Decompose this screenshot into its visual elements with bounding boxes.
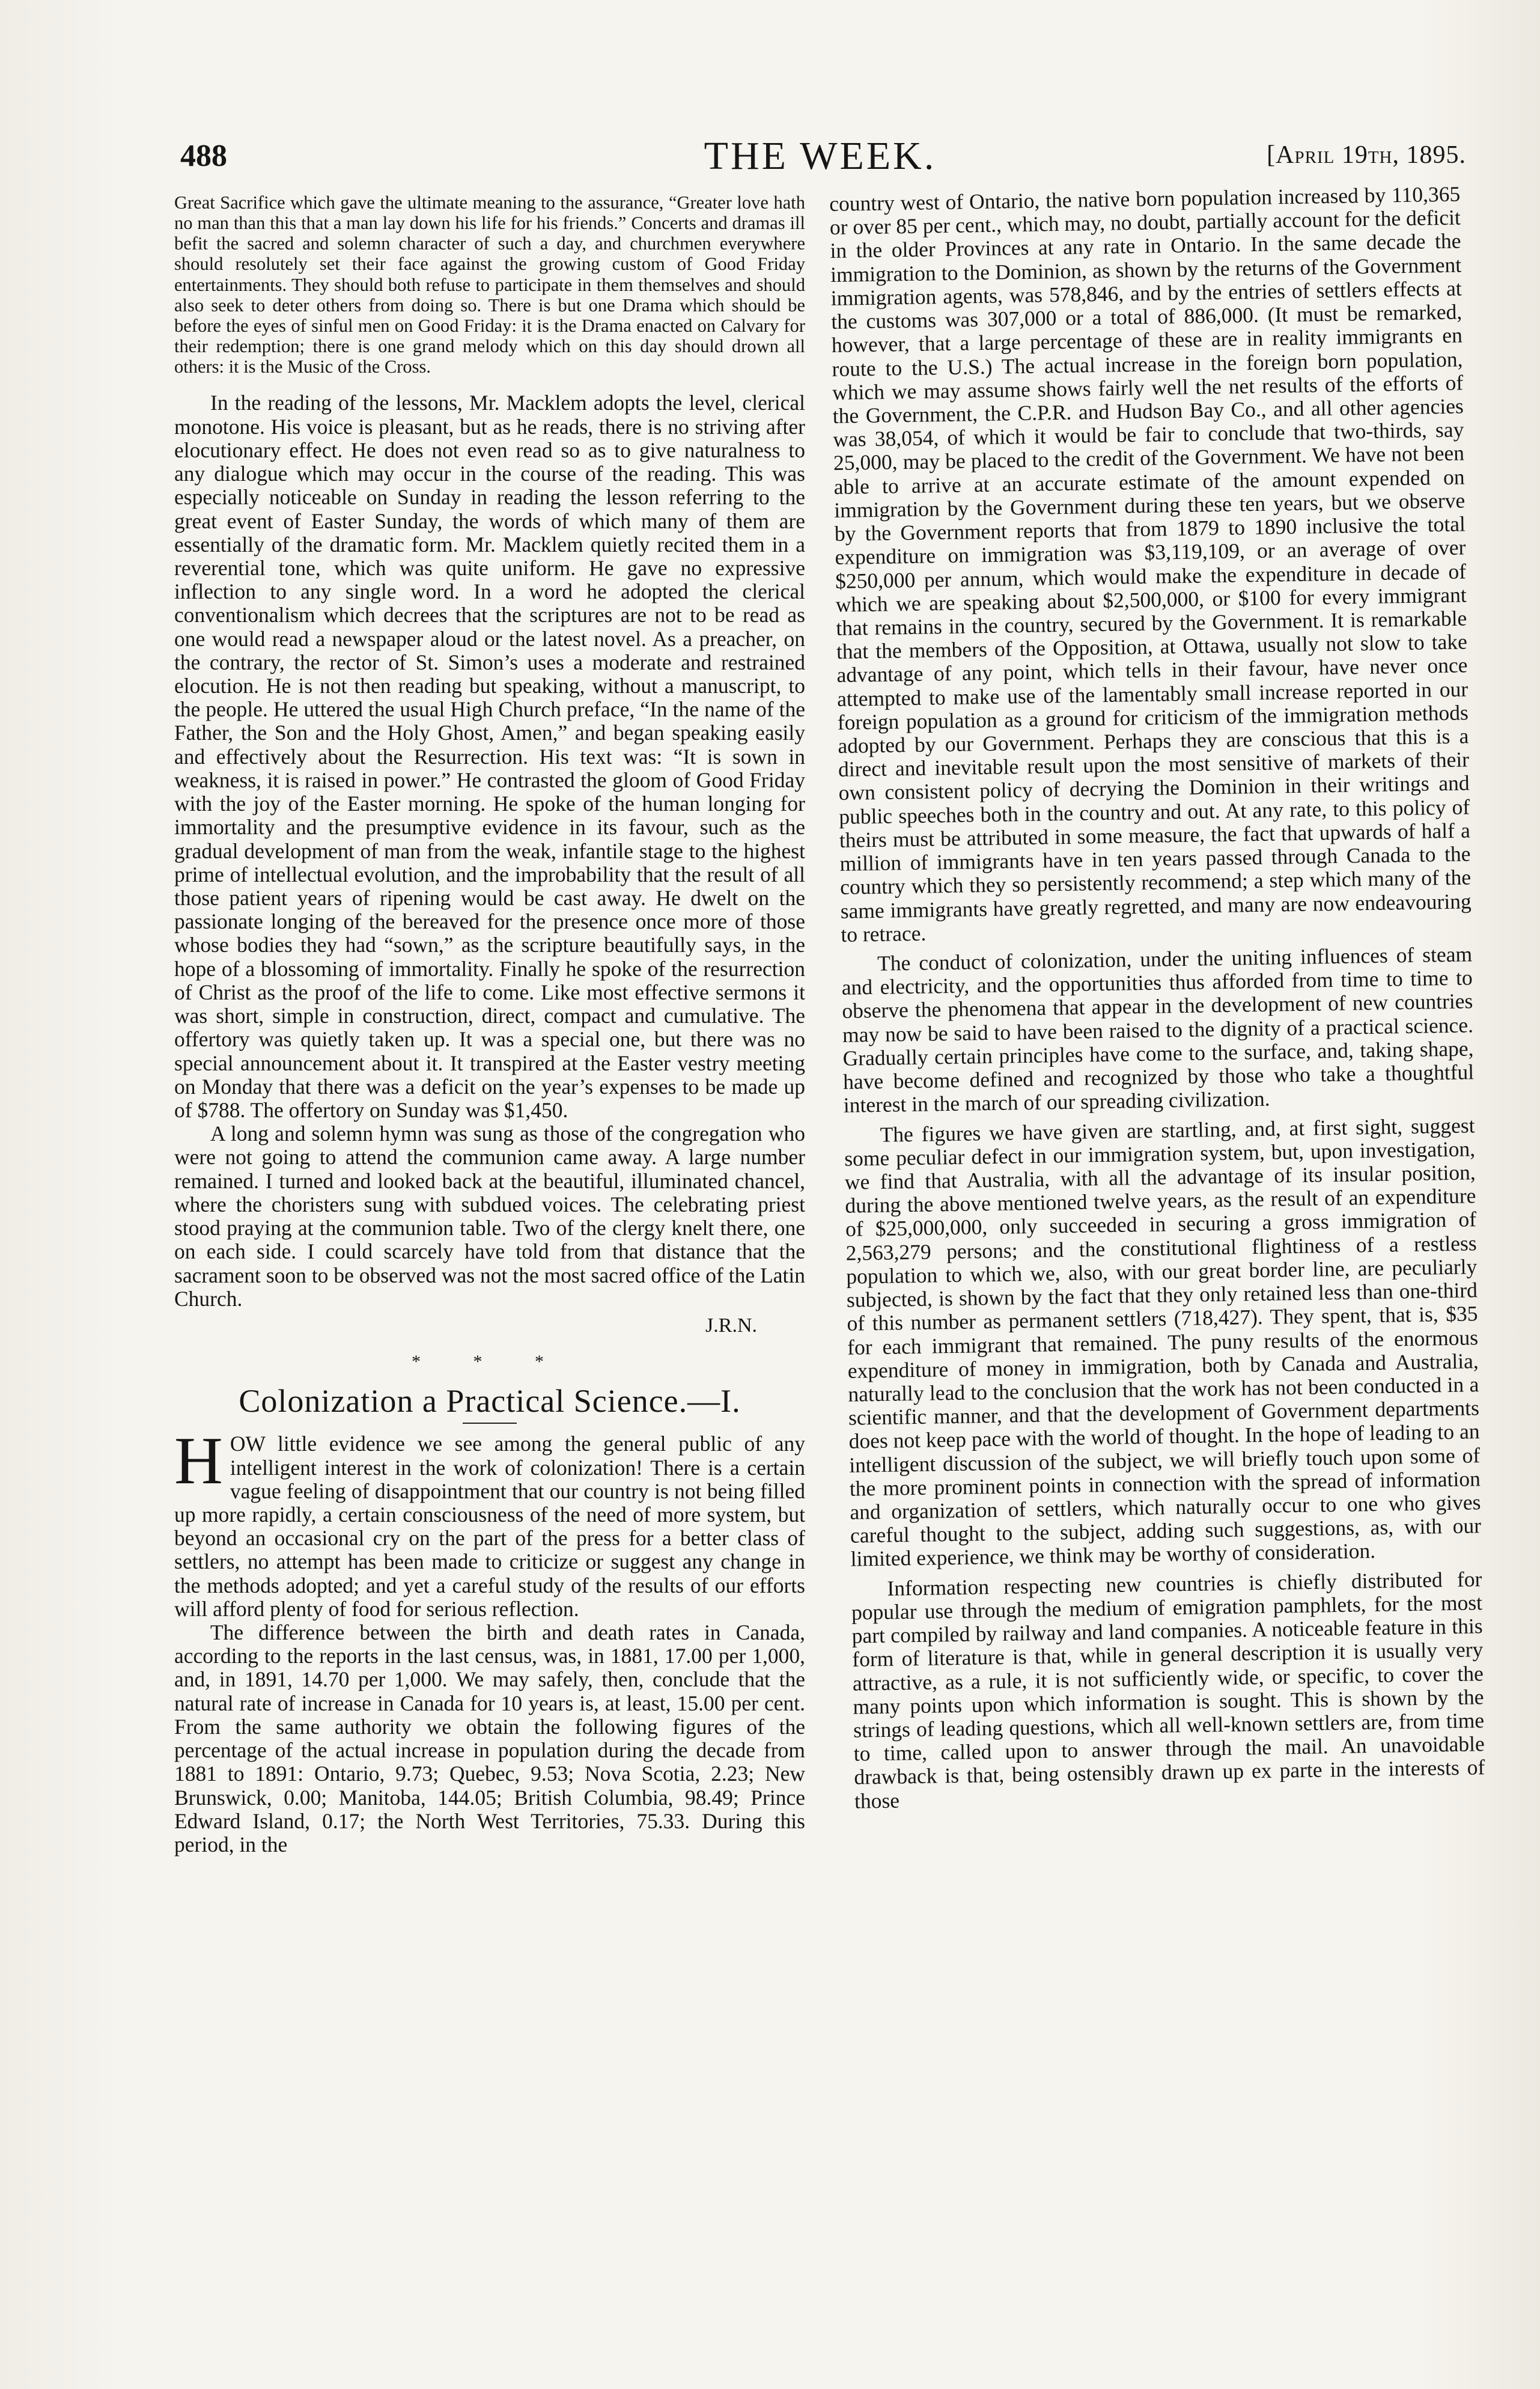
page-header — [174, 132, 1466, 186]
immigration-paragraph: country west of Ontario, the native born population increased by 110,365 or over 85 per cent., which may, no doubt, partially account for the deficit in the older Provinces at any rate in Ontario. In the same decade the immigration to the Dominion, as shown by the returns of the Government immigration agents, was 578,846, and by the entries of settlers effects at the customs was 307,000 or a total of 886,000. (It must be remarked, however, that a large percentage of these are in reality immigrants en route to the U.S.) The actual increase in the foreign born population, which we may assume shows fairly well the net results of the efforts of the Government, the C.P.R. and Hudson Bay Co., and all other agencies was 38,054, of which it would be fair to conclude that two-thirds, say 25,000, may be placed to the credit of the Government. We have not been able to arrive at an accurate estimate of the amount expended on immigration by the Government during these ten years, but we observe by the Government reports that from 1879 to 1890 inclusive the total expenditure on immigration was $3,119,109, or an average of over $250,000 per annum, which would make the expenditure in decade of which we are speaking about $2,500,000, or $100 for every immigrant that remains in the country, secured by the Government. It is remarkable that the members of the Opposition, at Ottawa, usually not slow to take advantage of any point, which tells in their favour, have never once attempted to make use of the lamentably small increase reported in our foreign population as a ground for criticism of the immigration methods adopted by our Government. Perhaps they are conscious that this is a direct and inevitable result upon the most sensitive of markets of their own consistent policy of decrying the Dominion in their writings and public speeches both in the country and out. At any rate, to this policy of theirs must be attributed in some measure, the fact that upwards of half a million of immigrants have in ten years passed through Canada to the country which they so persistently recommend; a step which many of the same immigrants have greatly regretted, and many are now endeavouring to retrace. — [829, 182, 1472, 947]
section-asterism: * * * — [412, 1351, 568, 1371]
quote-paragraph: Great Sacrifice which gave the ultimate meaning to the assurance, “Greater love hath no man than this that a man lay down his life for his friends.” Concerts and dramas ill befit the sacred and solemn character of such a day, and churchmen everywhere should resolutely set their face against the growing custom of Good Friday entertainments. They should both refuse to participate in them themselves and should also seek to deter others from doing so. There is but one Drama which should be before the eyes of sinful men on Good Friday: it is the Drama enacted on Calvary for their redemption; there is one grand melody which on this day should drown all others: it is the Music of the Cross. — [174, 192, 805, 377]
australia-paragraph: The figures we have given are startling, and, at first sight, suggest some peculiar defect in our immigration system, but, upon investigation, we find that Australia, with all the advantage of its insular position, during the above mentioned twelve years, as the result of an expenditure of $25,000,000, only succeeded in securing a gross immigration of 2,563,279 persons; and the constitutional flightiness of a restless population to which we, also, with our great border line, are peculiarly subjected, is shown by the fact that they only retained less than one-third of this number as permanent settlers (718,427). They spent, that is, $35 for each immigrant that remained. The puny results of the enormous expenditure of money in immigration, both by Canada and Australia, naturally lead to the conclusion that the work has not been conducted in a scientific manner, and that the development of Government departments does not keep pace with the world of thought. In the hope of leading to an intelligent discussion of the subject, we will briefly touch upon some of the more prominent points in connection with the spread of information and organization of settlers, which naturally occur to one who gives careful thought to the subject, adding such suggestions, as, with our limited experience, we think may be worthy of consideration. — [844, 1112, 1482, 1572]
pamphlet-paragraph: Information respecting new countries is chiefly distributed for popular use through the medium of emigration pamphlets, for the most part compiled by railway and land companies. A noticeable feature in this form of literature is that, while in general description it is usually very attractive, as a rule, it is not sufficiently wide, or specific, to cover the many points upon which information is sought. This is shown by the strings of leading questions, which all well-known settlers are, from time to time, called upon to answer through the mail. An unavoidable drawback is that, being ostensibly drawn up ex parte in the interests of those — [851, 1566, 1485, 1813]
article-opening-paragraph — [174, 1424, 805, 1621]
colonization-paragraph: The conduct of colonization, under the uniting influences of steam and electricity, and the opportunities thus afforded from time to time to observe the phenomena that appear in the development of new countries may now be said to have been raised to the dignity of a practical science. Gradually certain principles have come to the surface, and, taking shape, have become defined and recognized by those who take a thoughtful interest in the march of our spreading civilization. — [841, 942, 1475, 1118]
article-opening-text: OW little evidence we see among the general public of any intelligent interest in the work of colonization! There is a certain vague feeling of disappointment that our country is not being filled up more rapidly, a certain consciousness of the need of more system, but beyond an occasional cry on the part of the press for a better class of settlers, no attempt has been made to criticize or suggest any change in the methods adopted; and yet a careful study of the results of our efforts will afford plenty of food for serious reflection. — [174, 1432, 805, 1621]
census-paragraph: The difference between the birth and death rates in Canada, according to the reports in the last census, was, in 1881, 17.00 per 1,000, and, in 1891, 14.70 per 1,000. We may safely, then, conclude that the natural rate of increase in Canada for 10 years is, at least, 15.00 per cent. From the same authority we obtain the following figures of the percentage of the actual increase in population during the decade from 1881 to 1891: Ontario, 9.73; Quebec, 9.53; Nova Scotia, 2.23; New Brunswick, 0.00; Manitoba, 144.05; British Columbia, 98.49; Prince Edward Island, 0.17; the North West Territories, 75.33. During this period, in the — [174, 1620, 805, 1857]
title-rule — [463, 1423, 517, 1424]
quote-block — [174, 192, 805, 377]
page-number: 488 — [180, 139, 227, 173]
right-column — [829, 183, 1485, 1813]
issue-date: [April 19th, 1895. — [1267, 141, 1466, 169]
sermon-paragraph: In the reading of the lessons, Mr. Macklem adopts the level, clerical monotone. His voice is pleasant, but as he reads, there is no striving after elocutionary effect. He does not even read so as to give naturalness to any dialogue which may occur in the course of the reading. This was especially noticeable on Sunday in reading the lesson referring to the great event of Easter Sunday, the words of which many of them are essentially of the dramatic form. Mr. Macklem quietly recited them in a reverential tone, which was quite uniform. He gave no expressive inflection to any single word. In a word he adopted the clerical conventionalism which decrees that the scriptures are not to be read as one would read a newspaper aloud or the latest novel. As a preacher, on the contrary, the rector of St. Simon’s uses a moderate and restrained elocution. He is not then reading but speaking, without a manuscript, to the people. He uttered the usual High Church preface, “In the name of the Father, the Son and the Holy Ghost, Amen,” and began speaking easily and effectively about the Resurrection. His text was: “It is sown in weakness, it is raised in power.” He contrasted the gloom of Good Friday with the joy of the Easter morning. He spoke of the human longing for immortality and the presumptive evidence in its favour, such as the gradual development of man from the weak, infantile stage to the highest prime of intellectual evolution, and the improbability that the result of all those patient years of ripening would be cast away. He dwelt on the passionate longing of the bereaved for the presence once more of those whose bodies they had “sown,” as the scripture beautifully says, in the hope of a blossoming of immortality. Finally he spoke of the resurrection of Christ as the proof of the life to come. Like most effective sermons it was short, simple in construction, direct, compact and cumulative. The offertory was quietly taken up. It was a special one, but there was no special announcement about it. It transpired at the Easter vestry meeting on Monday that there was a deficit on the year’s expenses to be made up of $788. The offertory on Sunday was $1,450. — [174, 391, 805, 1122]
author-signature: J.R.N. — [705, 1314, 757, 1337]
hymn-paragraph: A long and solemn hymn was sung as those of the congregation who were not going to attend the communion came away. A large number remained. I turned and looked back at the beautiful, illuminated chancel, where the choristers sung with subdued voices. The celebrating priest stood praying at the communion table. Two of the clergy knelt there, one on each side. I could scarcely have told from that distance that the sacrament soon to be observed was not the most sacred office of the Latin Church. — [174, 1121, 805, 1311]
left-column — [174, 192, 805, 1857]
article-title: Colonization a Practical Science.—I. — [239, 1382, 741, 1419]
drop-cap: H — [174, 1424, 223, 1499]
journal-title: THE WEEK. — [704, 134, 937, 178]
